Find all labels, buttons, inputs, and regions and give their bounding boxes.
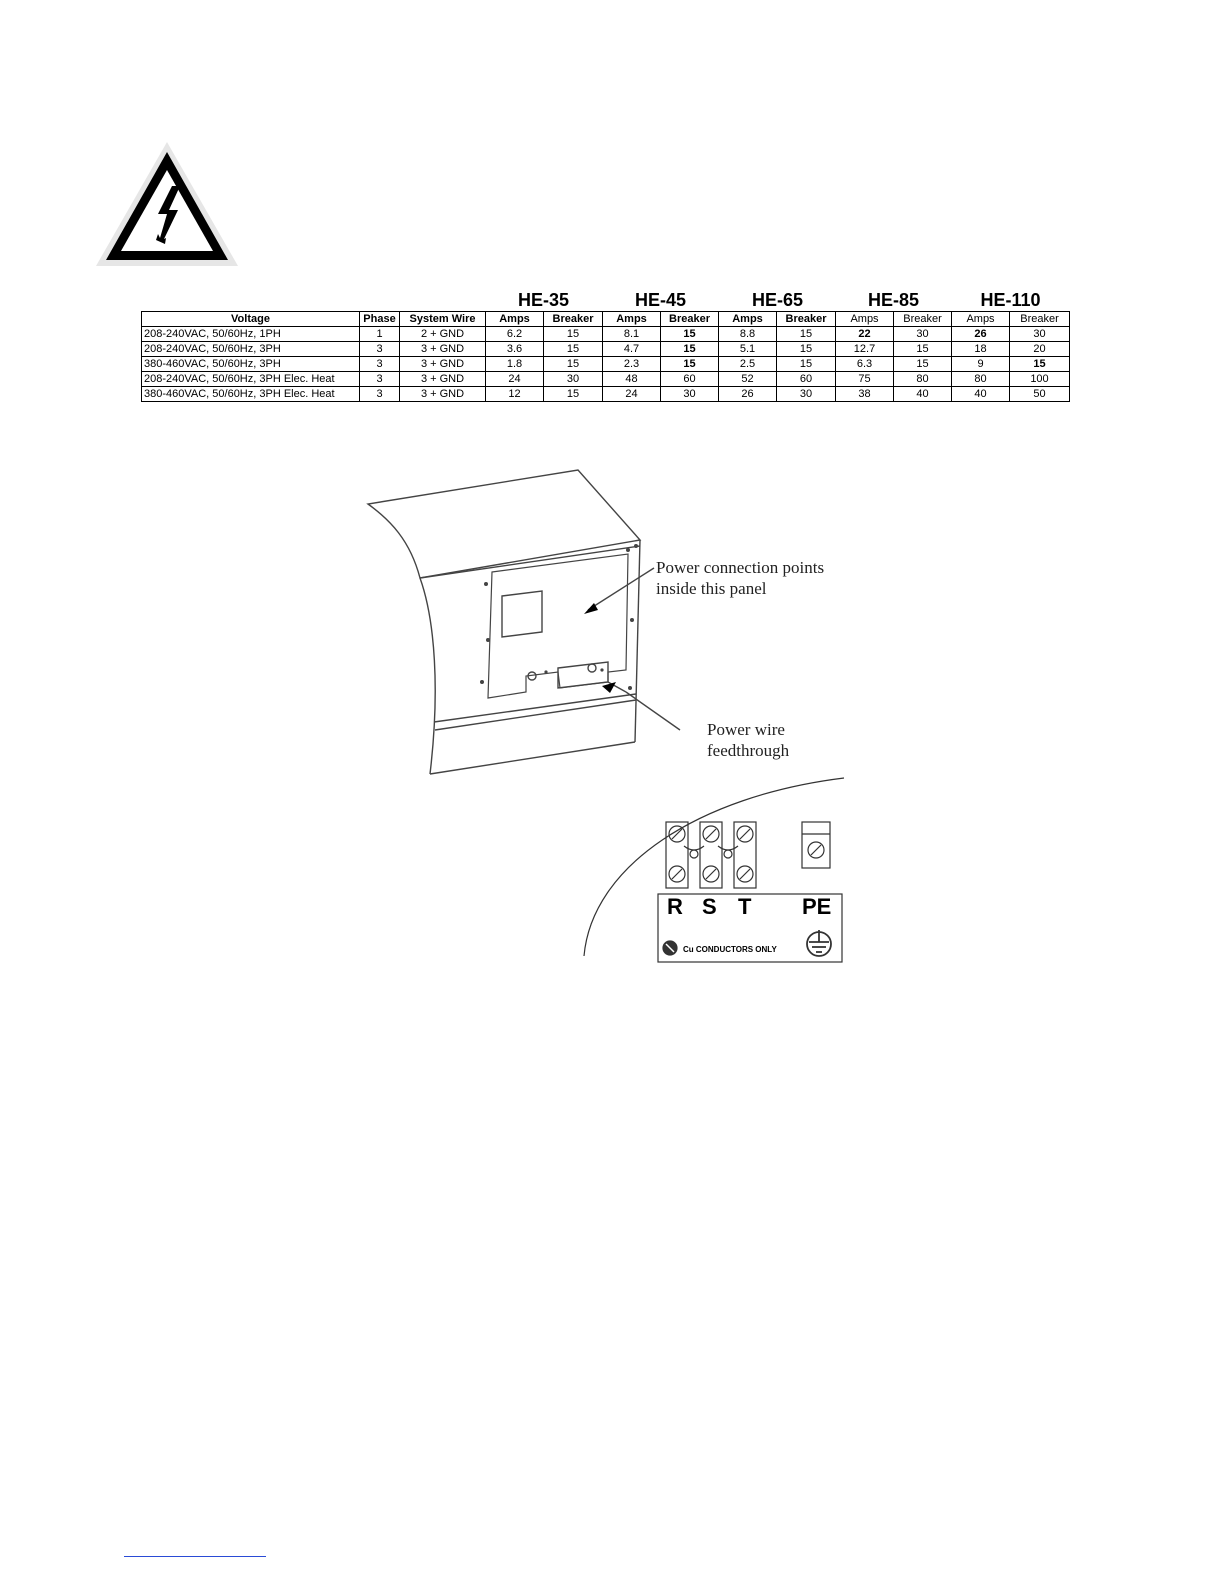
table-cell: 24 [486, 372, 544, 387]
feedthrough-callout [707, 719, 789, 761]
table-cell: 30 [661, 387, 719, 402]
table-row [142, 327, 1070, 342]
table-cell: 48 [603, 372, 661, 387]
table-cell: 1.8 [486, 357, 544, 372]
model-label: HE-45 [634, 290, 687, 310]
model-label: HE-35 [517, 290, 570, 310]
table-cell: 2.3 [603, 357, 661, 372]
column-header: Voltage [142, 312, 360, 327]
table-cell: 3 + GND [400, 357, 486, 372]
column-header: Amps [486, 312, 544, 327]
table-cell: 3 + GND [400, 342, 486, 357]
table-cell: 12 [486, 387, 544, 402]
column-header: Amps [836, 312, 894, 327]
callout-line: feedthrough [707, 741, 790, 760]
table-cell: 208-240VAC, 50/60Hz, 1PH [142, 327, 360, 342]
table-cell: 26 [952, 327, 1010, 342]
column-header: Breaker [894, 312, 952, 327]
table-cell: 30 [894, 327, 952, 342]
table-cell: 40 [894, 387, 952, 402]
table-cell: 15 [544, 357, 603, 372]
table-cell: 8.8 [719, 327, 777, 342]
table-cell: 50 [1010, 387, 1070, 402]
callout-line: Power connection points [656, 558, 825, 577]
table-cell: 22 [836, 327, 894, 342]
footnote-rule [124, 1556, 266, 1557]
table-cell: 15 [777, 357, 836, 372]
terminal-s-label: S [702, 894, 717, 919]
column-header: Breaker [777, 312, 836, 327]
table-cell: 18 [952, 342, 1010, 357]
table-cell: 12.7 [836, 342, 894, 357]
column-header: Amps [952, 312, 1010, 327]
table-cell: 1 [360, 327, 400, 342]
table-cell: 15 [661, 342, 719, 357]
panel-callout [656, 557, 824, 599]
table-cell: 15 [894, 357, 952, 372]
table-cell: 15 [1010, 357, 1070, 372]
table-header-row [142, 312, 1070, 327]
table-cell: 380-460VAC, 50/60Hz, 3PH [142, 357, 360, 372]
table-cell: 208-240VAC, 50/60Hz, 3PH [142, 342, 360, 357]
table-cell: 40 [952, 387, 1010, 402]
conductor-note: Cu CONDUCTORS ONLY [683, 945, 777, 954]
table-cell: 60 [777, 372, 836, 387]
column-header: Amps [719, 312, 777, 327]
table-cell: 15 [777, 327, 836, 342]
table-cell: 15 [661, 327, 719, 342]
table-cell: 380-460VAC, 50/60Hz, 3PH Elec. Heat [142, 387, 360, 402]
table-cell: 15 [894, 342, 952, 357]
model-label: HE-65 [751, 290, 804, 310]
table-cell: 15 [544, 387, 603, 402]
column-header: Phase [360, 312, 400, 327]
table-row [142, 387, 1070, 402]
table-cell: 30 [1010, 327, 1070, 342]
table-cell: 15 [661, 357, 719, 372]
table-cell: 30 [544, 372, 603, 387]
table-cell: 9 [952, 357, 1010, 372]
table-cell: 3 + GND [400, 387, 486, 402]
table-cell: 15 [777, 342, 836, 357]
table-cell: 3 + GND [400, 372, 486, 387]
table-cell: 5.1 [719, 342, 777, 357]
callout-line: Power wire [707, 720, 785, 739]
table-cell: 24 [603, 387, 661, 402]
column-header: System Wire [400, 312, 486, 327]
table-cell: 15 [544, 342, 603, 357]
table-cell: 3 [360, 387, 400, 402]
table-cell: 3.6 [486, 342, 544, 357]
table-cell: 60 [661, 372, 719, 387]
model-label: HE-85 [867, 290, 920, 310]
table-row [142, 357, 1070, 372]
column-header: Breaker [661, 312, 719, 327]
table-cell: 75 [836, 372, 894, 387]
table-row [142, 372, 1070, 387]
table-cell: 3 [360, 372, 400, 387]
table-cell: 100 [1010, 372, 1070, 387]
column-header: Amps [603, 312, 661, 327]
column-header: Breaker [544, 312, 603, 327]
terminal-screws [666, 822, 830, 888]
model-label: HE-110 [980, 290, 1041, 310]
table-cell: 26 [719, 387, 777, 402]
table-cell: 3 [360, 357, 400, 372]
table-cell: 20 [1010, 342, 1070, 357]
table-cell: 3 [360, 342, 400, 357]
callout-line: inside this panel [656, 579, 767, 598]
terminal-block-diagram [578, 776, 846, 966]
table-row [142, 342, 1070, 357]
table-cell: 4.7 [603, 342, 661, 357]
table-cell: 8.1 [603, 327, 661, 342]
table-cell: 30 [777, 387, 836, 402]
table-cell: 6.2 [486, 327, 544, 342]
table-cell: 15 [544, 327, 603, 342]
terminal-pe-label: PE [802, 894, 832, 919]
table-cell: 6.3 [836, 357, 894, 372]
terminal-r-label: R [667, 894, 683, 919]
terminal-t-label: T [738, 894, 752, 919]
table-cell: 80 [952, 372, 1010, 387]
table-cell: 2 + GND [400, 327, 486, 342]
table-cell: 208-240VAC, 50/60Hz, 3PH Elec. Heat [142, 372, 360, 387]
electrical-hazard-icon [92, 138, 242, 270]
column-header: Breaker [1010, 312, 1070, 327]
table-cell: 80 [894, 372, 952, 387]
table-cell: 2.5 [719, 357, 777, 372]
table-cell: 38 [836, 387, 894, 402]
electrical-spec-table [141, 311, 1070, 402]
table-cell: 52 [719, 372, 777, 387]
